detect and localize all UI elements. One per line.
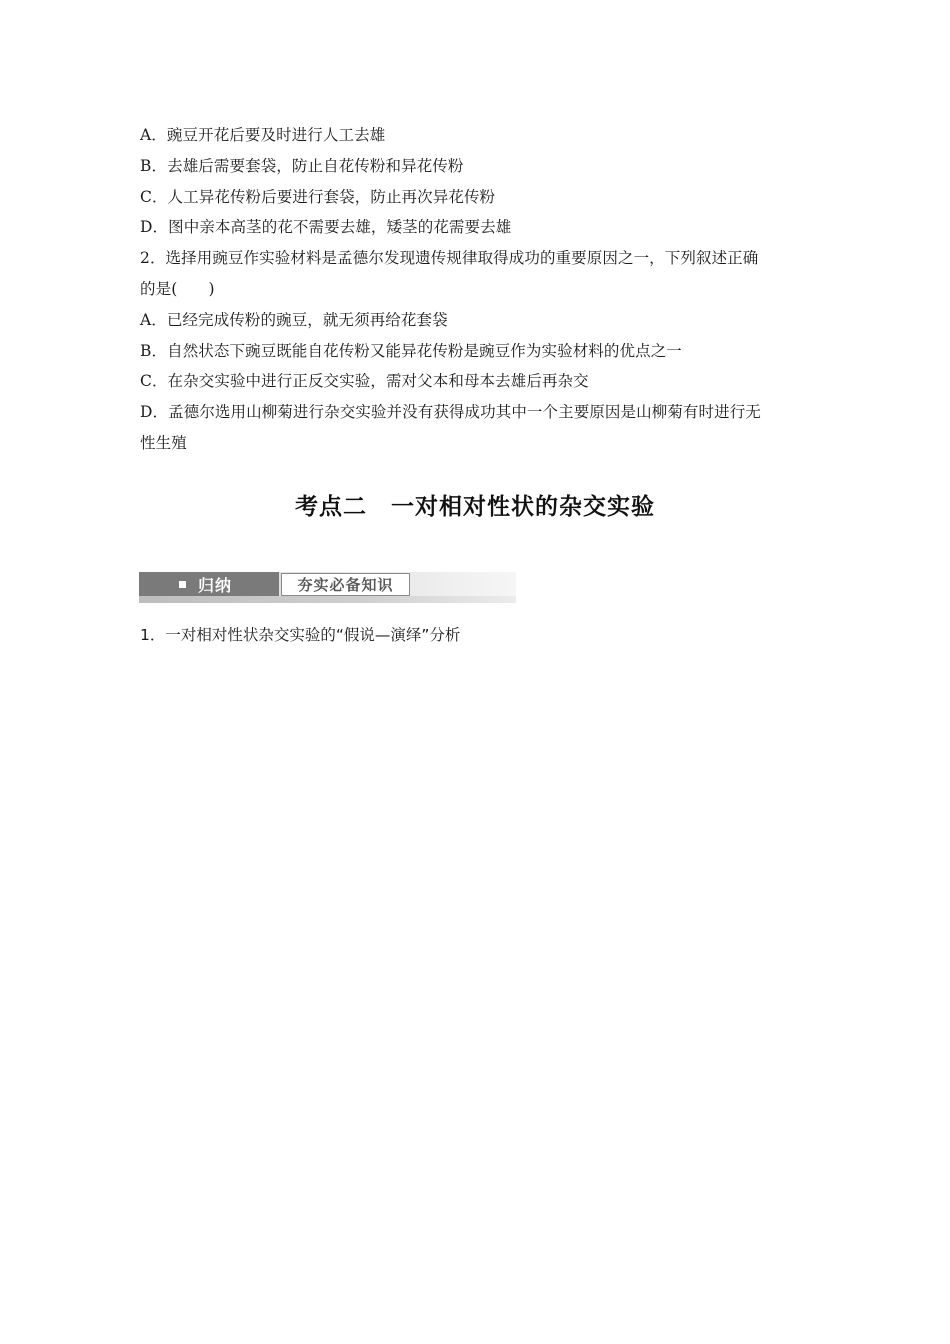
subheading: 1．一对相对性状杂交实验的“假说—演绎”分析 [140,626,461,644]
q2-option-d-line1: D．孟德尔选用山柳菊进行杂交实验并没有获得成功其中一个主要原因是山柳菊有时进行无 [140,403,761,422]
q2-option-d-line2: 性生殖 [140,433,187,452]
square-bullet-icon [179,581,186,588]
q1-option-c: C．人工异花传粉后要进行套袋，防止再次异花传粉 [140,187,496,206]
banner-left-label: 归纳 [198,575,233,595]
question-block [140,120,815,459]
q2-option-a: A．已经完成传粉的豌豆，就无须再给花套袋 [140,310,448,329]
section-title: 考点二 一对相对性状的杂交实验 [295,494,655,520]
q1-option-b: B．去雄后需要套袋，防止自花传粉和异花传粉 [140,156,464,175]
q2-stem-line2: 的是( ) [140,279,215,298]
q2-stem-line1: 2．选择用豌豆作实验材料是孟德尔发现遗传规律取得成功的重要原因之一，下列叙述正确 [140,249,759,268]
banner-stripe [139,596,516,603]
banner-right-label: 夯实必备知识 [297,576,394,594]
banner-left-tab [139,572,279,596]
q2-option-c: C．在杂交实验中进行正反交实验，需对父本和母本去雄后再杂交 [140,372,589,391]
q1-option-a: A．豌豆开花后要及时进行人工去雄 [140,126,386,144]
banner-right-box [281,573,410,596]
summary-banner [139,572,516,603]
q1-option-d: D．图中亲本高茎的花不需要去雄，矮茎的花需要去雄 [140,218,512,237]
q2-option-b: B．自然状态下豌豆既能自花传粉又能异花传粉是豌豆作为实验材料的优点之一 [140,341,682,360]
